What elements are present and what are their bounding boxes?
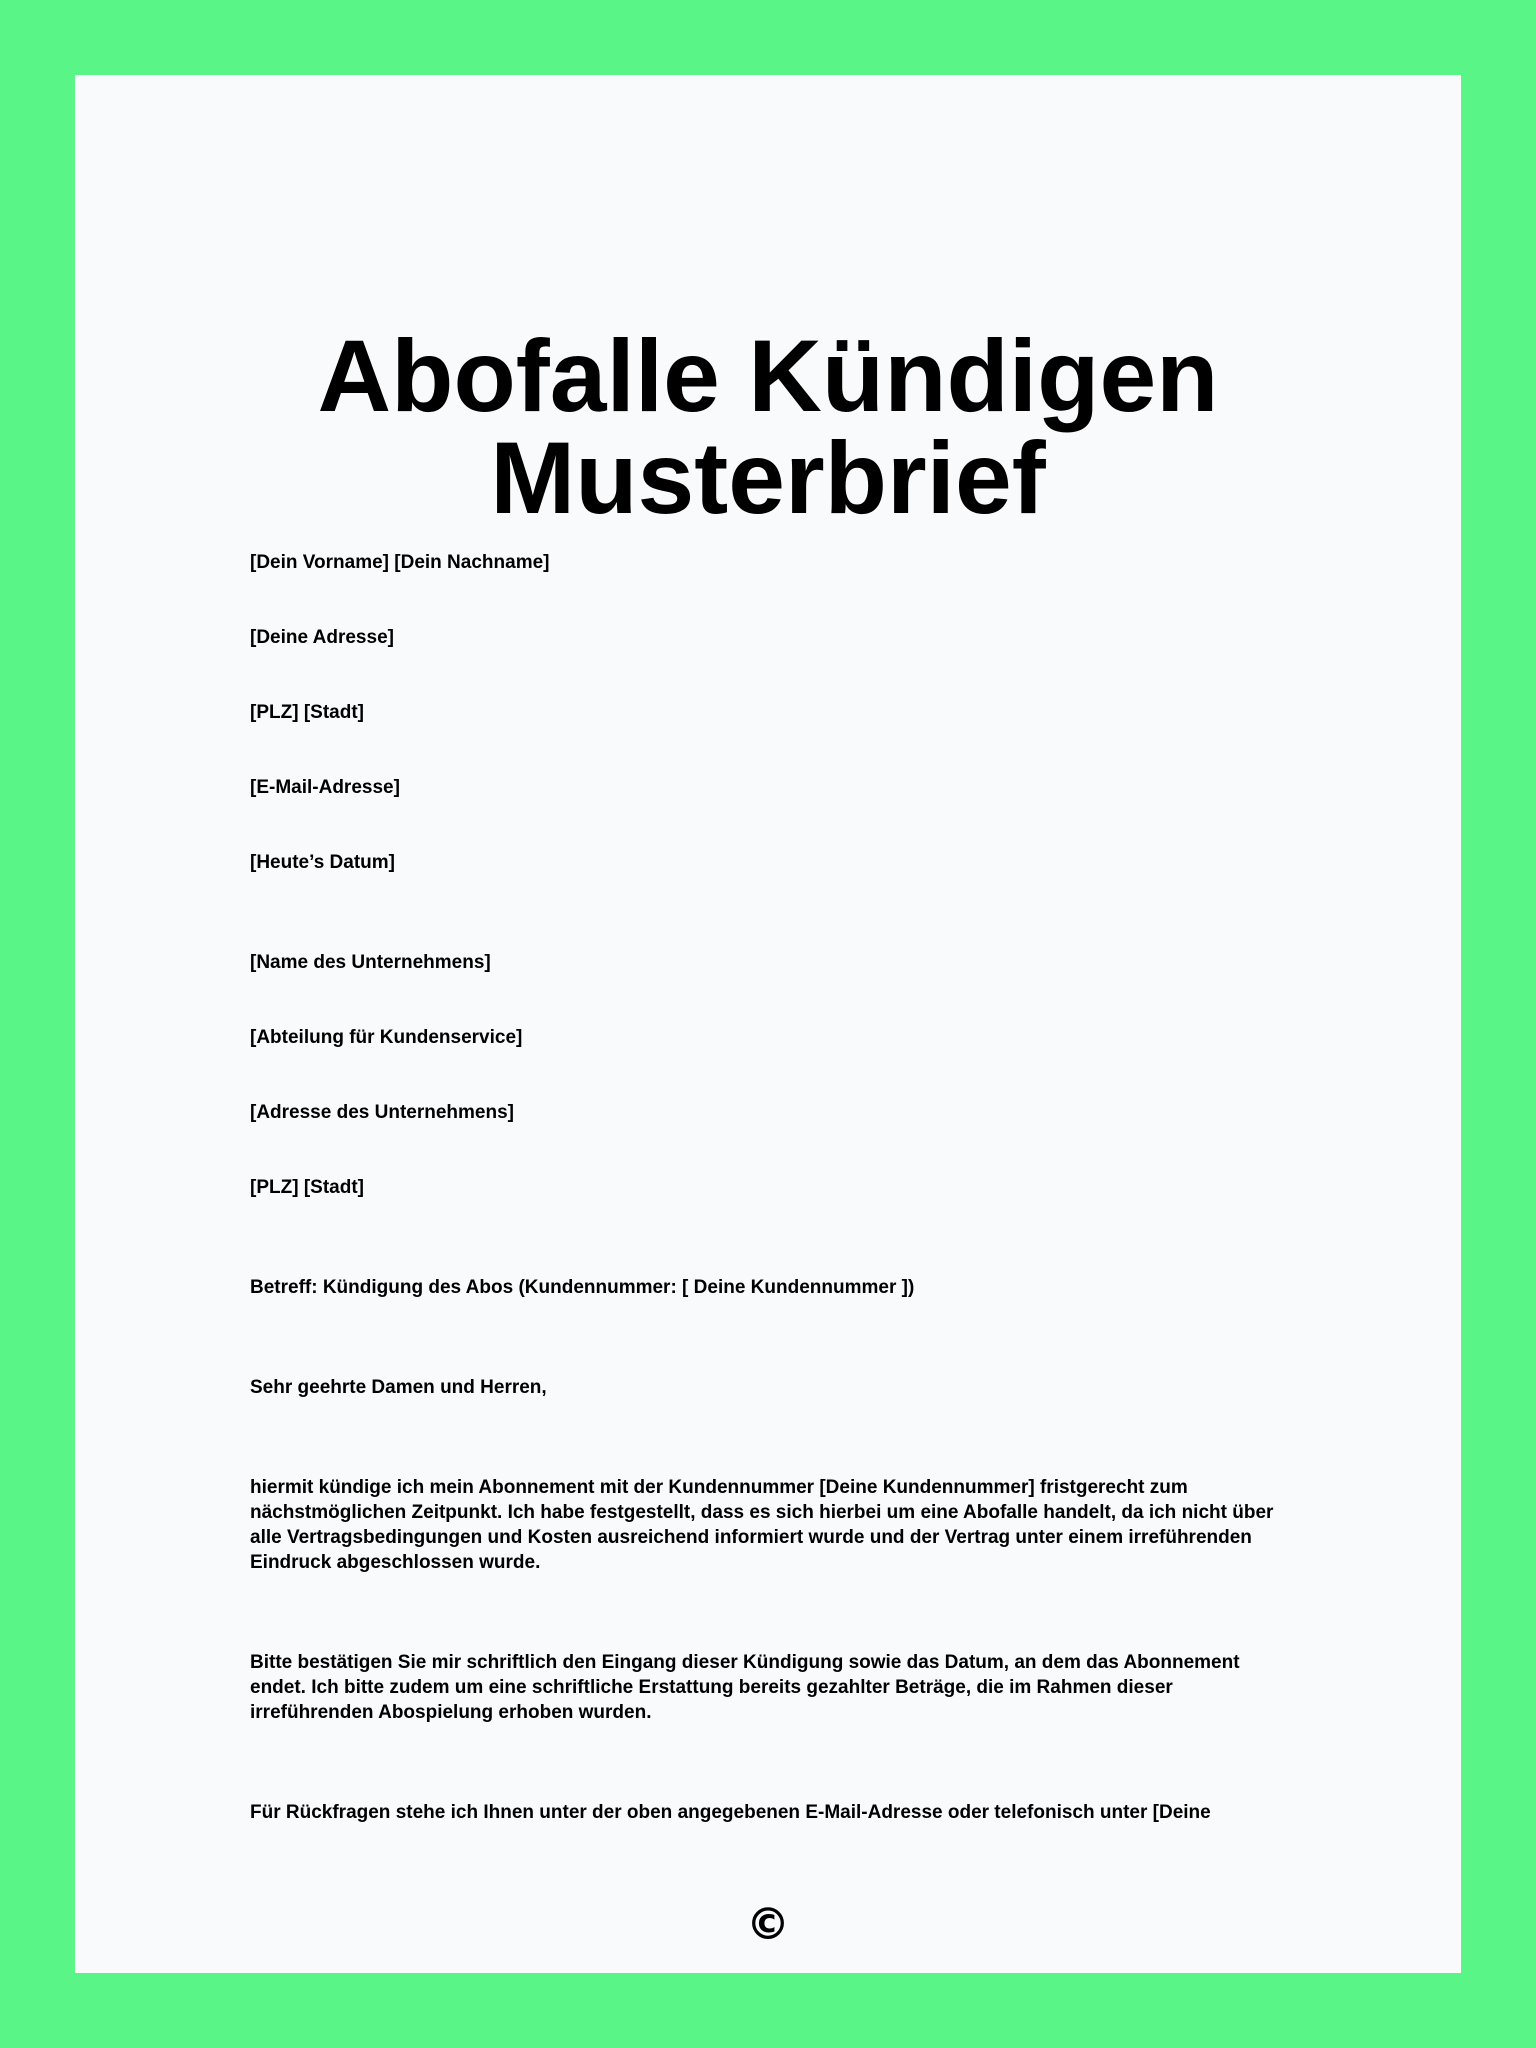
- sender-address: [Deine Adresse]: [250, 627, 394, 648]
- document-page: [75, 75, 1461, 1973]
- recipient-department: [Abteilung für Kundenservice]: [250, 1027, 523, 1048]
- copyright-icon: ©: [746, 1899, 790, 1950]
- sender-email: [E-Mail-Adresse]: [250, 777, 400, 798]
- letter-paragraph: Für Rückfragen stehe ich Ihnen unter der oben angegebenen E-Mail-Adresse oder telefonisch unter [Deine: [250, 1802, 1211, 1823]
- title-line-1: Abofalle Kündigen: [317, 319, 1219, 433]
- sender-name: [Dein Vorname] [Dein Nachname]: [250, 552, 550, 573]
- letter-paragraph: hiermit kündige ich mein Abonnement mit der Kundennummer [Deine Kundennummer] fristgerecht zum nächstmöglichen Zeitpunkt. Ich habe festgestellt, dass es sich hierbei um eine Abofalle handelt, da ich nicht über alle Vertragsbedingungen und Kosten ausreichend informiert wurde und der Vertrag unter einem irreführenden Eindruck abgeschlossen wurde.: [250, 1477, 1274, 1573]
- document-title: [75, 319, 1461, 535]
- letter-paragraph: Bitte bestätigen Sie mir schriftlich den Eingang dieser Kündigung sowie das Datum, an dem das Abonnement endet. Ich bitte zudem um eine schriftliche Erstattung bereits gezahlter Beträge, die im Rahmen dieser irreführenden Abospielung erhoben wurden.: [250, 1652, 1240, 1723]
- letter-salutation: Sehr geehrte Damen und Herren,: [250, 1377, 547, 1398]
- recipient-city: [PLZ] [Stadt]: [250, 1177, 364, 1198]
- letter-date: [Heute’s Datum]: [250, 852, 395, 873]
- title-line-2: Musterbrief: [490, 421, 1046, 535]
- recipient-company: [Name des Unternehmens]: [250, 952, 491, 973]
- recipient-address: [Adresse des Unternehmens]: [250, 1102, 514, 1123]
- sender-city: [PLZ] [Stadt]: [250, 702, 364, 723]
- letter-subject: Betreff: Kündigung des Abos (Kundennummer: [ Deine Kundennummer ]): [250, 1277, 915, 1298]
